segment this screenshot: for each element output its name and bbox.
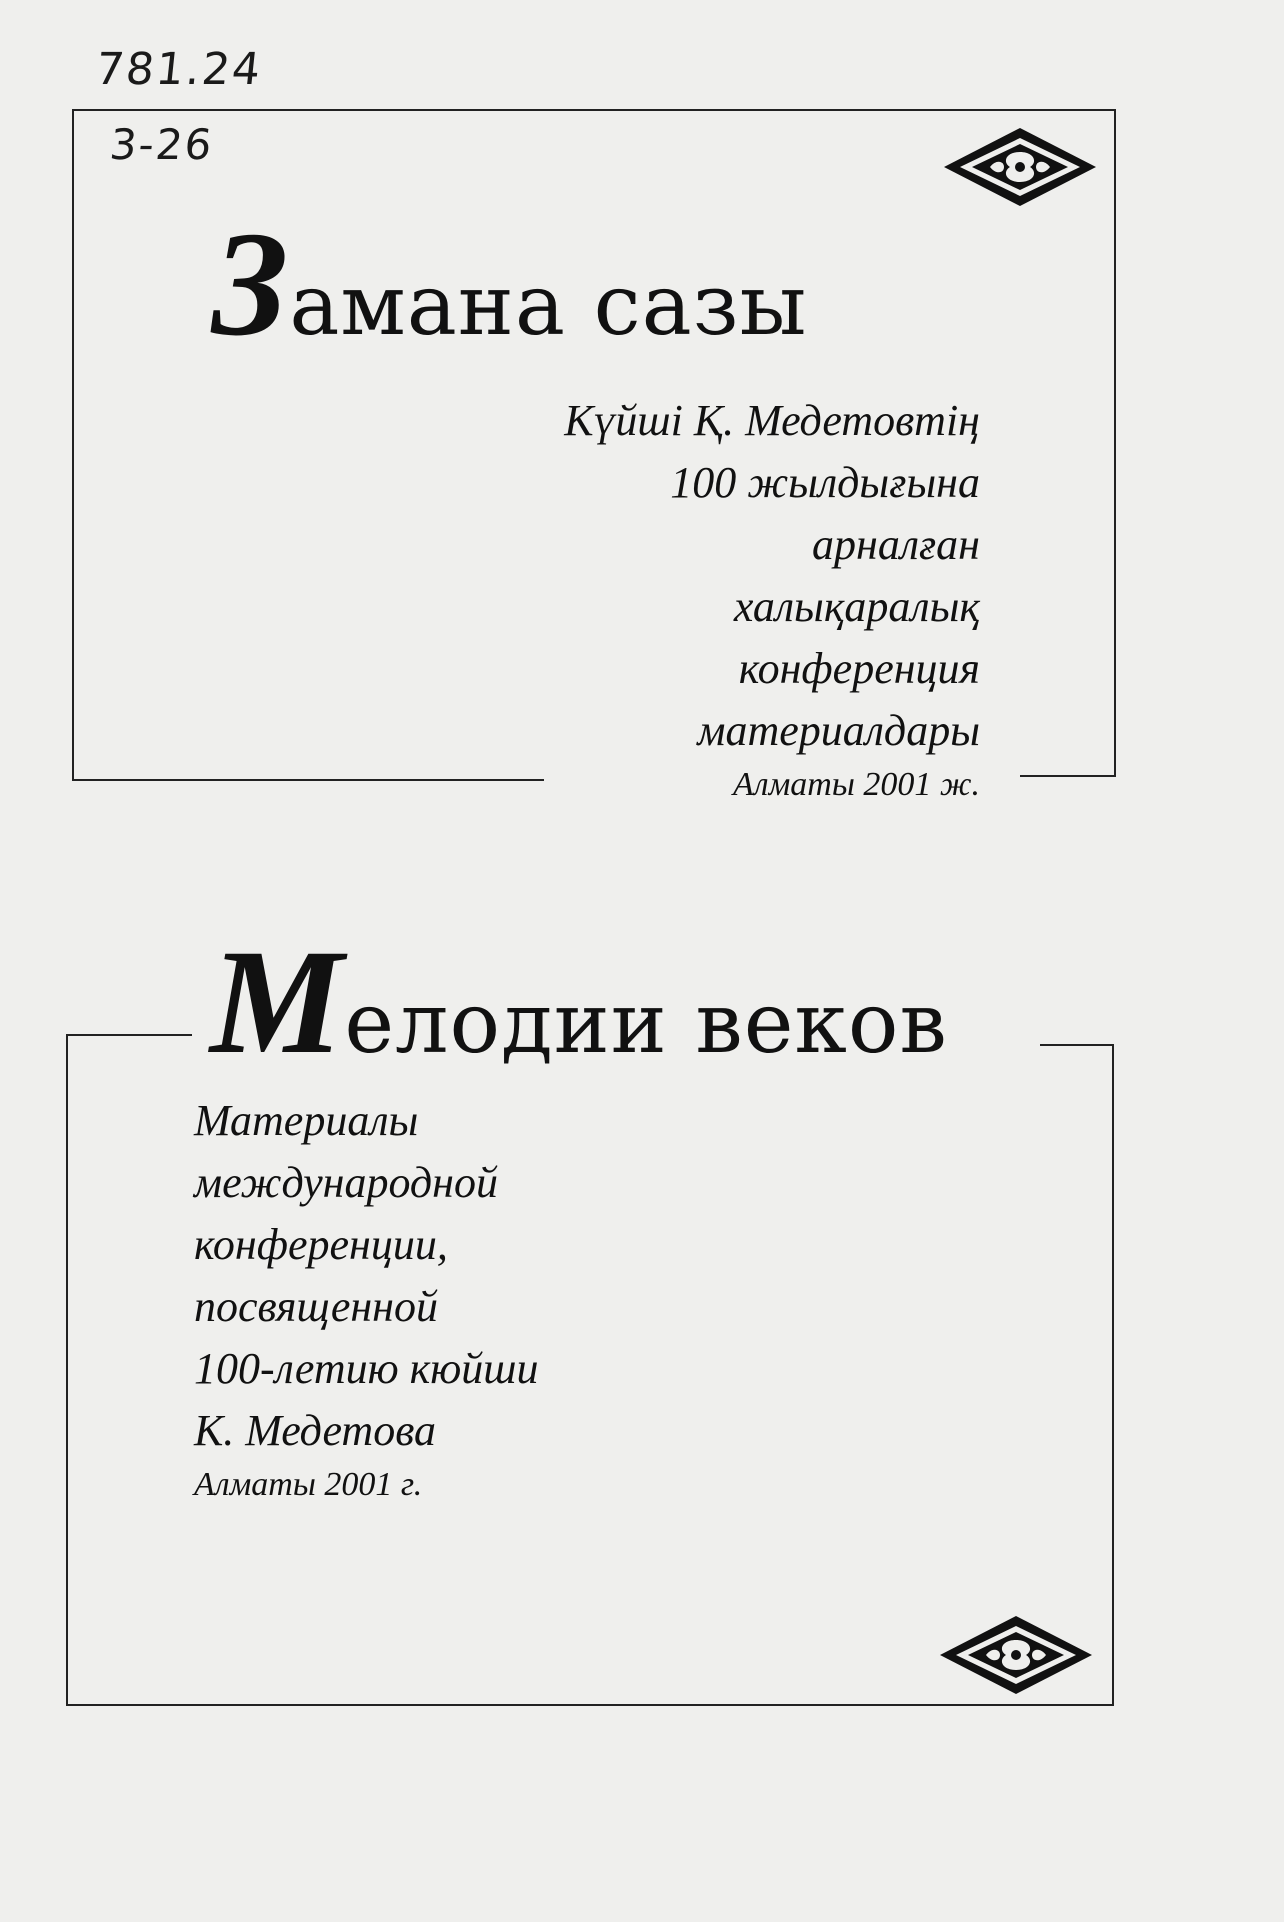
kazakh-subtitle-line: материалдары [697, 706, 980, 755]
bottom-frame-bottom [66, 1704, 1114, 1706]
kazakh-subtitle-line: 100 жылдығына [670, 458, 980, 507]
russian-subtitle-block [194, 1090, 539, 1508]
russian-subtitle-line: посвященной [194, 1282, 438, 1331]
russian-subtitle-line: К. Медетова [194, 1406, 436, 1455]
kazakh-subtitle-line: арналған [811, 520, 980, 569]
russian-subtitle-line: международной [194, 1158, 498, 1207]
kazakh-ornament-icon [942, 126, 1098, 208]
kazakh-title-rest: амана сазы [289, 256, 808, 354]
top-frame-bottom-right [1020, 775, 1116, 777]
top-frame-bottom-left [72, 779, 544, 781]
russian-title-rest: елодии веков [344, 974, 948, 1072]
kazakh-subtitle-line: халықаралық [733, 582, 980, 631]
bottom-frame-top-right [1040, 1044, 1114, 1046]
russian-subtitle-line: конференции, [194, 1220, 448, 1269]
kazakh-ornament-icon [938, 1614, 1094, 1696]
russian-subtitle-line: 100-летию кюйши [194, 1344, 539, 1393]
kazakh-title [212, 198, 807, 370]
kazakh-place-year: Алматы 2001 ж. [733, 766, 980, 803]
bottom-frame-top-left [66, 1034, 192, 1036]
russian-place-year: Алматы 2001 г. [194, 1466, 423, 1503]
top-frame-top [72, 109, 1116, 111]
handwritten-shelf-mark: 3-26 [107, 120, 216, 169]
top-frame-left [72, 109, 74, 781]
russian-title [200, 916, 958, 1088]
bottom-frame-right [1112, 1044, 1114, 1706]
kazakh-title-initial: З [212, 201, 290, 367]
kazakh-subtitle-line: конференция [738, 644, 980, 693]
bottom-frame-left [66, 1034, 68, 1706]
kazakh-subtitle-block [564, 390, 980, 808]
top-frame-right [1114, 109, 1116, 777]
handwritten-catalog-number: 781.24 [93, 44, 265, 95]
kazakh-subtitle-line: Күйші Қ. Медетовтің [564, 396, 980, 445]
russian-title-initial: М [210, 919, 345, 1085]
russian-subtitle-line: Материалы [194, 1096, 419, 1145]
